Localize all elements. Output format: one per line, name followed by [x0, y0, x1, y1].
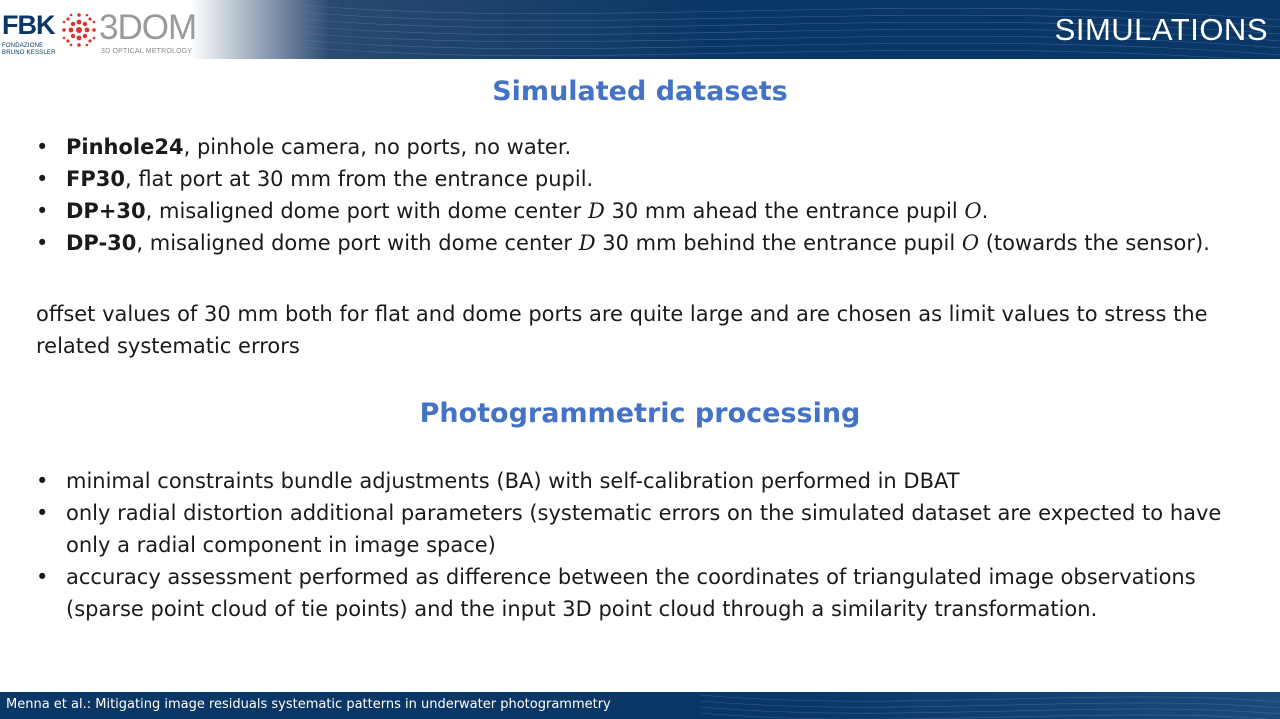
heading-simulated-datasets: Simulated datasets	[492, 76, 788, 107]
math-variable: O	[964, 199, 982, 223]
dataset-description: , misaligned dome port with dome center	[145, 199, 588, 223]
list-item	[36, 497, 1256, 561]
processing-list	[36, 465, 1256, 625]
dataset-description: (towards the sensor).	[979, 231, 1210, 255]
bullet-icon: •	[36, 501, 49, 525]
section-title: SIMULATIONS	[1054, 12, 1268, 47]
bullet-icon: •	[36, 167, 49, 191]
dataset-description: .	[981, 199, 989, 223]
processing-item-text: minimal constraints bundle adjustments (BA) with self-calibration performed in DBAT	[66, 469, 960, 493]
3dom-logo-text: 3DOM	[99, 8, 197, 47]
3dom-logo-subtitle: 3D OPTICAL METROLOGY	[101, 48, 193, 55]
dataset-name: DP-30	[66, 231, 137, 255]
dataset-description: 30 mm ahead the entrance pupil	[604, 199, 965, 223]
footer-bar	[0, 692, 1280, 719]
dataset-description: , pinhole camera, no ports, no water.	[183, 135, 572, 159]
3dom-dots-icon	[60, 11, 98, 49]
dataset-name: DP+30	[66, 199, 146, 223]
processing-item-text: only radial distortion additional parameters (systematic errors on the simulated dataset are expected to have only a radial component in image space)	[66, 501, 1222, 557]
math-variable: D	[578, 231, 596, 255]
math-variable: O	[961, 231, 980, 255]
datasets-list	[36, 131, 1256, 259]
fbk-logo-subtitle-2: BRUNO KESSLER	[2, 50, 56, 56]
dataset-name: FP30	[66, 167, 125, 191]
fbk-3dom-logo	[0, 0, 210, 59]
bullet-icon: •	[36, 231, 49, 255]
dataset-description: , misaligned dome port with dome center	[136, 231, 579, 255]
list-item	[36, 195, 1256, 227]
dataset-description: 30 mm behind the entrance pupil	[595, 231, 962, 255]
offset-paragraph: offset values of 30 mm both for flat and dome ports are quite large and are chosen as limit values to stress the related systematic errors	[36, 302, 1208, 358]
list-item	[36, 465, 1256, 497]
dataset-name: Pinhole24	[66, 135, 184, 159]
list-item	[36, 163, 1256, 195]
bullet-icon: •	[36, 469, 49, 493]
bullet-icon: •	[36, 199, 49, 223]
header-bar	[0, 0, 1280, 59]
bullet-icon: •	[36, 565, 49, 589]
footer-citation: Menna et al.: Mitigating image residuals systematic patterns in underwater photogrammetry	[6, 697, 611, 712]
fbk-logo-text: FBK	[2, 10, 55, 40]
math-variable: D	[588, 199, 605, 223]
processing-item-text: accuracy assessment performed as difference between the coordinates of triangulated image observations (sparse point cloud of tie points) and the input 3D point cloud through a similarity transformation.	[66, 565, 1196, 621]
list-item	[36, 131, 1256, 163]
fbk-logo-subtitle: FONDAZIONE	[2, 43, 44, 49]
list-item	[36, 561, 1256, 625]
dataset-description: , flat port at 30 mm from the entrance pupil.	[124, 167, 594, 191]
list-item	[36, 227, 1256, 259]
bullet-icon: •	[36, 135, 49, 159]
heading-photogrammetric-processing: Photogrammetric processing	[419, 398, 861, 429]
